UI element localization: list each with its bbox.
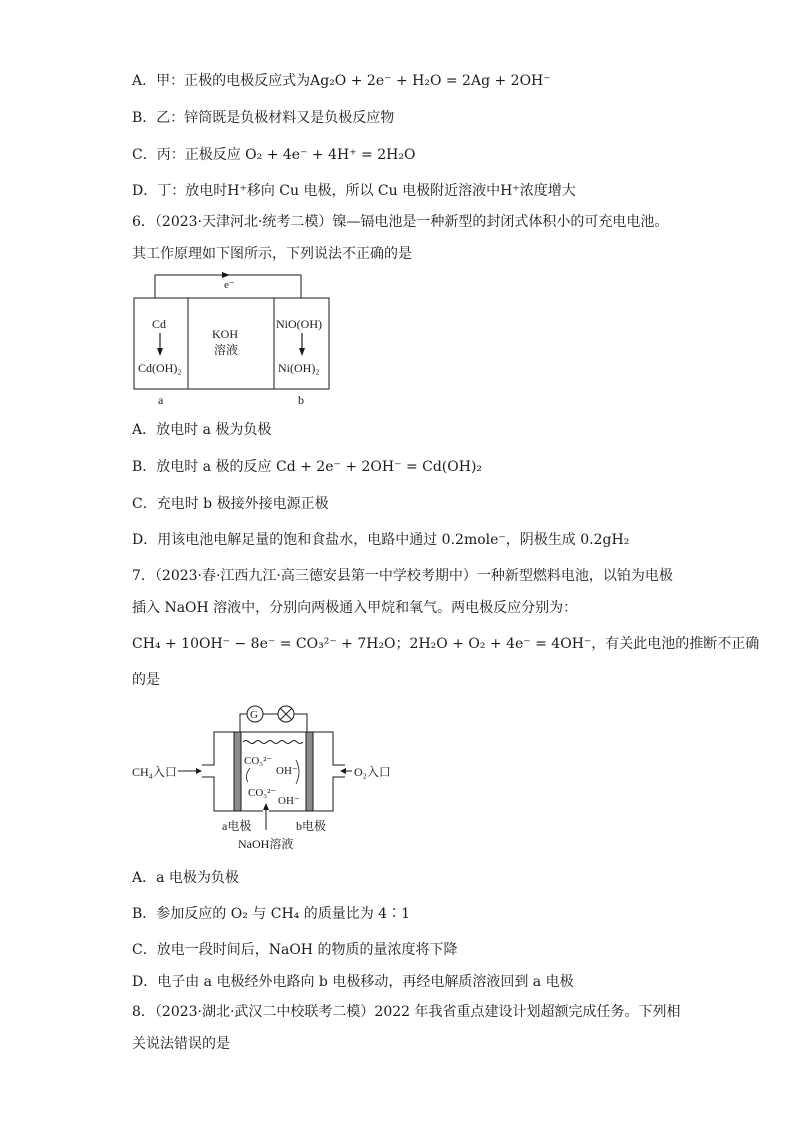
q7-option-d xyxy=(132,972,574,992)
koh-label: KOH xyxy=(212,327,238,341)
fuel-cell-diagram xyxy=(130,698,410,858)
option-label: C． xyxy=(132,496,157,512)
electrode-a xyxy=(234,732,241,811)
ion-oh-bottom: OH⁻ xyxy=(278,795,300,807)
naoh-solution-label: NaOH溶液 xyxy=(238,837,294,851)
option-text: a 电极为负极 xyxy=(156,870,239,886)
option-label: B． xyxy=(132,110,157,126)
option-text: 放电时 a 极的反应 Cd + 2e⁻ + 2OH⁻ = Cd(OH)₂ xyxy=(156,459,483,475)
option-text: 丙：正极反应 O₂ + 4e⁻ + 4H⁺ = 2H₂O xyxy=(156,147,416,163)
solution-label: 溶液 xyxy=(214,343,239,357)
q6-stem-line2: 其工作原理如下图所示，下列说法不正确的是 xyxy=(132,246,412,262)
option-label: B． xyxy=(132,906,157,922)
option-text: 用该电池电解足量的饱和食盐水，电路中通过 0.2mole⁻，阴极生成 0.2gH₂ xyxy=(157,532,630,548)
ch4-inlet-label: CH₄入口 xyxy=(132,765,177,779)
option-text: 参加反应的 O₂ 与 CH₄ 的质量比为 4∶1 xyxy=(156,906,410,922)
cd-label: Cd xyxy=(152,317,167,331)
right-chamber-wall-bottom xyxy=(313,777,345,811)
q6-option-a xyxy=(132,420,271,440)
right-arrowhead xyxy=(299,348,305,356)
option-label: D． xyxy=(132,974,158,990)
cdoh2-label: Cd(OH)₂ xyxy=(138,361,182,375)
q7-stem-line2: 插入 NaOH 溶液中，分别向两极通入甲烷和氧气。两电极反应分别为： xyxy=(132,600,578,616)
q5-option-b xyxy=(132,108,394,128)
q8-stem-line2: 关说法错误的是 xyxy=(132,1036,230,1052)
q7-stem-line4: 的是 xyxy=(132,672,160,688)
q7-stem-line1: 7．（2023·春·江西九江·高三德安县第一中学校考期中）一种新型燃料电池，以铂为电极 xyxy=(132,568,673,584)
electrode-a-label: a xyxy=(158,393,164,407)
q6-option-b xyxy=(132,457,482,477)
q6-stem-line1: 6．（2023·天津河北·统考二模）镍—镉电池是一种新型的封闭式体积小的可充电电池。 xyxy=(132,214,669,230)
left-chamber-wall xyxy=(202,732,234,765)
electron-label: e⁻ xyxy=(224,279,235,291)
option-text: 甲：正极的电极反应式为Ag₂O + 2e⁻ + H₂O = 2Ag + 2OH⁻ xyxy=(156,73,551,89)
q7-option-a xyxy=(132,868,239,888)
q6-option-d xyxy=(132,530,629,550)
q6-option-c xyxy=(132,494,329,514)
option-text: 乙：锌筒既是负极材料又是负极反应物 xyxy=(156,110,395,126)
nicd-battery-diagram xyxy=(130,270,340,408)
option-text: 放电时 a 极为负极 xyxy=(156,422,272,438)
q5-option-a xyxy=(132,71,551,91)
option-label: A． xyxy=(132,73,157,89)
q7-option-c xyxy=(132,940,457,960)
ion-flow-arrow-top xyxy=(246,768,250,782)
electrode-b-label: b xyxy=(298,393,304,407)
right-chamber-wall xyxy=(313,732,345,765)
nio-oh-label: NiO(OH) xyxy=(276,317,322,331)
option-text: 电子由 a 电极经外电路向 b 电极移动，再经电解质溶液回到 a 电极 xyxy=(157,974,574,990)
nioh2-label: Ni(OH)₂ xyxy=(278,361,320,375)
q5-option-c xyxy=(132,145,415,165)
option-label: B． xyxy=(132,459,157,475)
option-text: 充电时 b 极接外接电源正极 xyxy=(156,496,329,512)
ion-oh-top: OH⁻ xyxy=(276,765,298,777)
option-text: 丁：放电时H⁺移向 Cu 电极，所以 Cu 电极附近溶液中H⁺浓度增大 xyxy=(157,183,576,199)
galvanometer-label: G xyxy=(250,709,258,721)
electrode-b xyxy=(306,732,313,811)
o2-inlet-label: O₂入口 xyxy=(354,765,391,779)
electrode-a-label: a电极 xyxy=(222,819,252,833)
option-label: A． xyxy=(132,870,157,886)
option-text: 放电一段时间后，NaOH 的物质的量浓度将下降 xyxy=(156,942,458,958)
liquid-surface xyxy=(243,741,303,744)
ion-co3-top: CO₃²⁻ xyxy=(244,755,273,767)
electron-arrow xyxy=(222,272,230,278)
q8-stem-line1: 8．（2023·湖北·武汉二中校联考二模）2022 年我省重点建设计划超额完成任务。下列相 xyxy=(132,1004,681,1020)
option-label: D． xyxy=(132,532,158,548)
option-label: A． xyxy=(132,422,157,438)
q7-option-b xyxy=(132,904,410,924)
option-label: D． xyxy=(132,183,158,199)
electrode-a-box xyxy=(134,298,188,389)
option-label: C． xyxy=(132,942,157,958)
q7-stem-line3: CH₄ + 10OH⁻ − 8e⁻ = CO₃²⁻ + 7H₂O；2H₂O + O₂ + 4e⁻ = 4OH⁻，有关此电池的推断不正确 xyxy=(132,636,760,652)
electrode-b-label: b电极 xyxy=(296,819,327,833)
left-arrowhead xyxy=(157,348,163,356)
q5-option-d xyxy=(132,181,576,201)
option-label: C． xyxy=(132,147,157,163)
left-chamber-wall-bottom xyxy=(202,777,234,811)
ion-co3-bottom: CO₃²⁻ xyxy=(248,787,277,799)
